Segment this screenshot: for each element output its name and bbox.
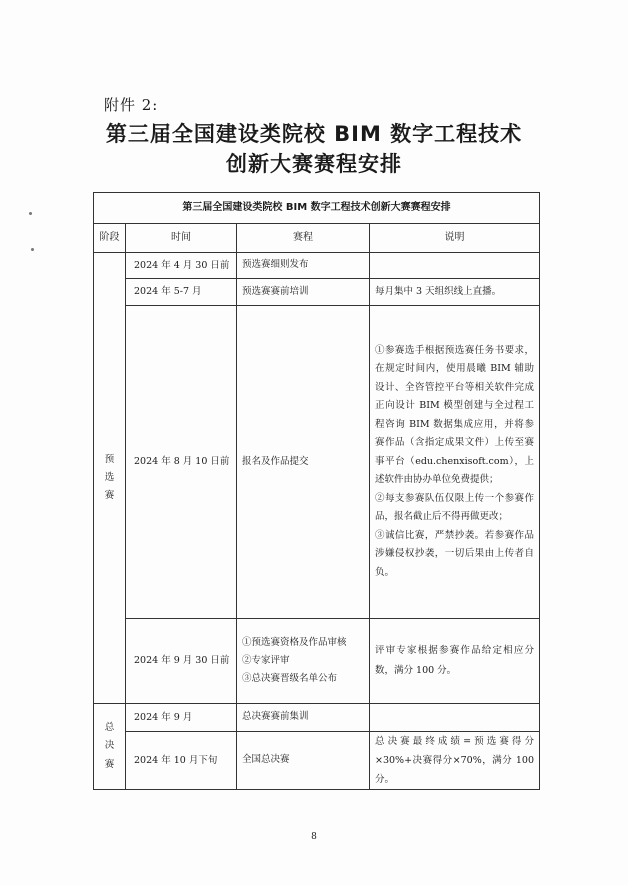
row-items: 全国总决赛 [237,732,370,790]
header-schedule: 赛程 [237,224,370,253]
row-time: 2024 年 9 月 [126,704,237,732]
table-row [94,704,540,732]
row-items: 总决赛赛前集训 [237,704,370,732]
row-description: ①参赛选手根据预选赛任务书要求，在规定时间内，使用晨曦 BIM 辅助设计、全咨管控平台等相关软件完成正向设计 BIM 模型创建与全过程工程咨询 BIM 数据集成应用，并将参赛作品（含指定成果文件）上传至赛事平台（edu.chenxisoft.com），上述软件由协办单位免费提供； ②每支参赛队伍仅限上传一个参赛作品，报名截止后不得再做更改； ③诚信比赛，严禁抄袭。若参赛作品涉嫌侵权抄袭，一切后果由上传者自负。 [370,306,540,619]
row-time: 2024 年 8 月 10 日前 [126,306,237,619]
title-line-1: 第三届全国建设类院校 BIM 数字工程技术 [105,122,523,146]
schedule-table [93,192,540,790]
table-row [94,306,540,619]
row-items: 预选赛细则发布 [237,253,370,279]
table-caption: 第三届全国建设类院校 BIM 数字工程技术创新大赛赛程安排 [94,193,540,224]
table-row [94,732,540,790]
header-stage: 阶段 [94,224,126,253]
row-time: 2024 年 5-7 月 [126,279,237,306]
row-items: 报名及作品提交 [237,306,370,619]
table-row [94,619,540,704]
page-number: 8 [311,832,317,842]
row-description [370,253,540,279]
stage-prelim: 预 选 赛 [94,253,126,704]
header-time: 时间 [126,224,237,253]
title-line-2: 创新大赛赛程安排 [226,152,402,176]
stage-final: 总 决 赛 [94,704,126,790]
row-time: 2024 年 4 月 30 日前 [126,253,237,279]
row-description: 评审专家根据参赛作品给定相应分数，满分 100 分。 [370,619,540,704]
row-items: 预选赛赛前培训 [237,279,370,306]
attachment-label: 附件 2: [104,96,159,114]
header-description: 说明 [370,224,540,253]
table-row [94,279,540,306]
row-time: 2024 年 10 月下旬 [126,732,237,790]
scan-speck [31,248,34,251]
row-time: 2024 年 9 月 30 日前 [126,619,237,704]
table-row [94,253,540,279]
row-description: 总决赛最终成绩=预选赛得分×30%+决赛得分×70%，满分 100 分。 [370,732,540,790]
table-header-row [94,224,540,253]
scan-speck [29,212,32,215]
row-items: ①预选赛资格及作品审核 ②专家评审 ③总决赛晋级名单公布 [237,619,370,704]
row-description [370,704,540,732]
row-description: 每月集中 3 天组织线上直播。 [370,279,540,306]
